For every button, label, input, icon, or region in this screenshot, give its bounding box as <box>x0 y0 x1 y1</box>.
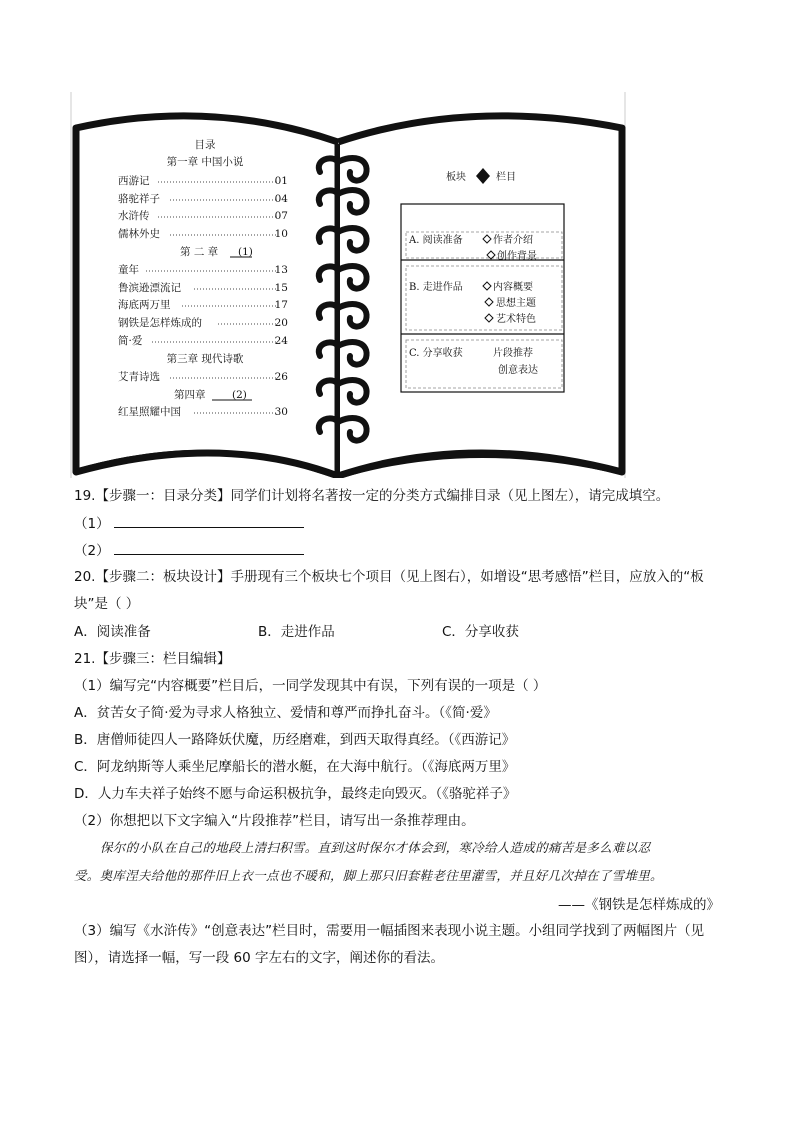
q19-blank-1-label: （1） <box>74 516 110 532</box>
toc-entry-page: 10 <box>274 228 288 240</box>
q19-blank-2-label: （2） <box>74 543 110 559</box>
toc-entry-page: 04 <box>274 193 288 205</box>
toc-entry-title: 童年 <box>118 264 139 276</box>
toc-entry-title: 鲁滨逊漂流记 <box>118 282 181 294</box>
toc-chapter-2: 第 二 章 <box>180 246 219 258</box>
toc-entry-title: 水浒传 <box>118 210 150 222</box>
left-page <box>76 116 338 476</box>
board-header-left: 板块 <box>446 172 466 183</box>
toc-entry-title: 儒林外史 <box>118 228 160 240</box>
board-item: 艺术特色 <box>496 314 536 325</box>
toc-entry-page: 15 <box>274 282 288 294</box>
toc-chapter-4-blank: (2) <box>232 389 247 401</box>
q21-option-b[interactable]: B．唐僧师徒四人一路降妖伏魔，历经磨难，到西天取得真经。（《西游记》 <box>74 732 516 748</box>
passage-source: ——《钢铁是怎样炼成的》 <box>558 897 720 913</box>
board-item: 片段推荐 <box>493 348 533 359</box>
q20-option-c[interactable]: C．分享收获 <box>442 624 519 640</box>
answer-blank[interactable] <box>114 540 304 555</box>
toc-chapter-3: 第三章 现代诗歌 <box>166 353 244 365</box>
toc-entry-title: 骆驼祥子 <box>118 193 160 205</box>
q21-sub3-line-1: （3）编写《水浒传》“创意表达”栏目时，需要用一幅插图来表现小说主题。小组同学找到了两幅图片（见 <box>74 923 705 939</box>
toc-entry-page: 20 <box>274 317 288 329</box>
q21-sub1: （1）编写完“内容概要”栏目后，一同学发现其中有误，下列有误的一项是（ ） <box>74 678 547 694</box>
answer-blank[interactable] <box>114 513 304 528</box>
toc-entry-page: 13 <box>274 264 288 276</box>
board-header-right: 栏目 <box>496 172 516 183</box>
q20-text-line-2: 块”是（ ） <box>74 596 140 612</box>
toc-entry-page: 24 <box>274 335 288 347</box>
board-item: 创意表达 <box>498 365 538 376</box>
board-section-a: A. 阅读准备 <box>409 235 463 246</box>
toc-entry-page: 30 <box>274 406 288 418</box>
toc-entry-page: 07 <box>274 210 288 222</box>
board-item: 思想主题 <box>496 298 536 309</box>
q21-option-c[interactable]: C．阿龙纳斯等人乘坐尼摩船长的潜水艇，在大海中航行。（《海底两万里》 <box>74 759 516 775</box>
q20-option-a[interactable]: A．阅读准备 <box>74 624 151 640</box>
q19-blank-1 <box>74 513 304 534</box>
passage-line-2: 受。奥库涅夫给他的那件旧上衣一点也不暖和，脚上那只旧套鞋老往里灌雪，并且好几次掉在了雪堆里。 <box>74 868 663 883</box>
q21-title: 21.【步骤三：栏目编辑】 <box>74 651 231 667</box>
passage-line-1: 保尔的小队在自己的地段上清扫积雪。直到这时保尔才体会到，寒冷给人造成的痛苦是多么难以忍 <box>100 840 651 855</box>
toc-entry-title: 红星照耀中国 <box>118 406 181 418</box>
q21-option-d[interactable]: D．人力车夫祥子始终不愿与命运积极抗争，最终走向毁灭。（《骆驼祥子》 <box>74 786 517 802</box>
toc-entry-page: 01 <box>274 175 288 187</box>
board-item: 创作背景 <box>497 251 537 262</box>
toc-entry-title: 艾青诗选 <box>118 371 160 383</box>
right-page <box>338 116 622 476</box>
toc-entry-title: 海底两万里 <box>118 299 171 311</box>
toc-entry-page: 17 <box>274 299 288 311</box>
q21-sub3-line-2: 图），请选择一幅，写一段 60 字左右的文字，阐述你的看法。 <box>74 950 445 966</box>
toc-entry-title: 西游记 <box>118 175 150 187</box>
board-section-b: B. 走进作品 <box>409 282 463 293</box>
board-section-c: C. 分享收获 <box>409 348 463 359</box>
q19-blank-2 <box>74 540 304 561</box>
q19-text: 19.【步骤一：目录分类】同学们计划将名著按一定的分类方式编排目录（见上图左），请完成填空。 <box>74 488 670 504</box>
toc-entry-title: 钢铁是怎样炼成的 <box>118 317 202 329</box>
q20-option-b[interactable]: B．走进作品 <box>258 624 335 640</box>
q21-option-a[interactable]: A．贫苦女子简·爱为寻求人格独立、爱情和尊严而挣扎奋斗。（《简·爱》 <box>74 705 497 721</box>
board-item: 内容概要 <box>493 282 533 293</box>
toc-chapter-2-blank: (1) <box>238 246 253 258</box>
q21-sub2: （2）你想把以下文字编入“片段推荐”栏目，请写出一条推荐理由。 <box>74 813 475 829</box>
toc-chapter-4: 第四章 <box>174 389 206 401</box>
toc-entry-title: 简·爱 <box>118 335 143 347</box>
q20-text-line-1: 20.【步骤二：板块设计】手册现有三个板块七个项目（见上图右），如增设“思考感悟”栏目，应放入的“板 <box>74 569 704 585</box>
notebook-figure <box>70 92 630 478</box>
toc-heading: 目录 <box>194 139 216 151</box>
toc-chapter-1: 第一章 中国小说 <box>166 156 244 168</box>
toc-entry-page: 26 <box>274 371 288 383</box>
board-item: 作者介绍 <box>493 235 533 246</box>
